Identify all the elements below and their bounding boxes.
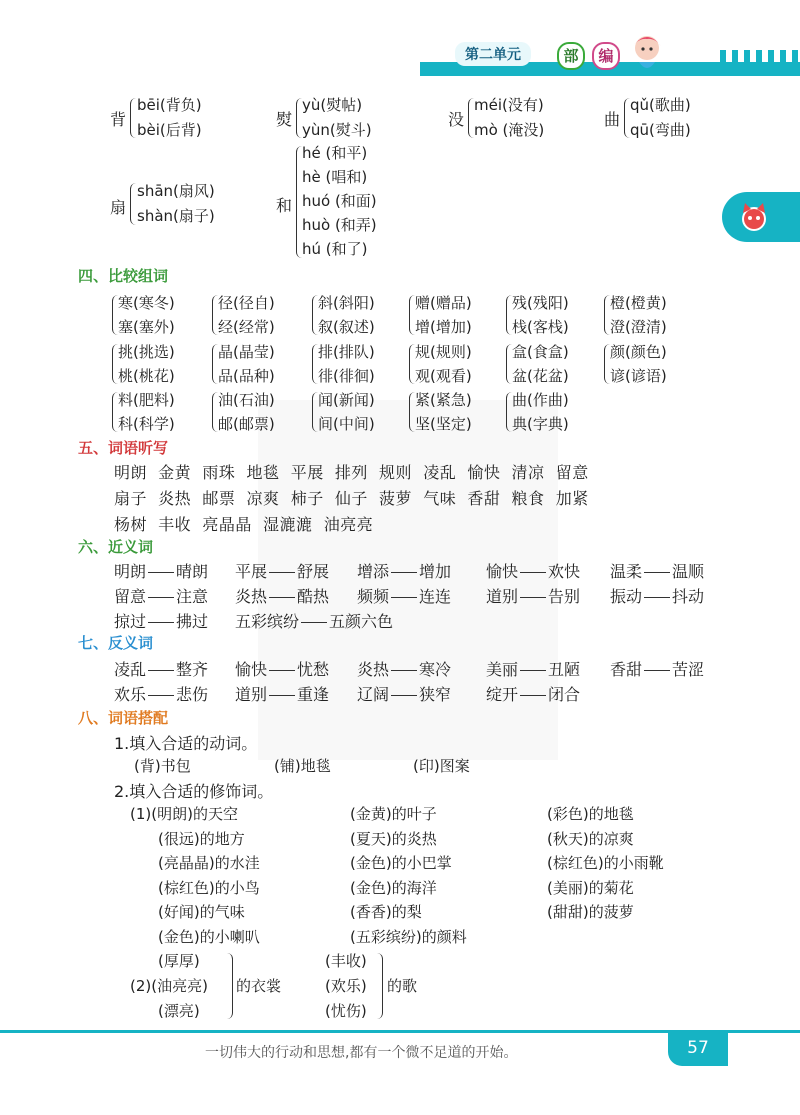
poly-char-bei: 背	[110, 110, 127, 129]
modifier-phrase: (香香)的梨	[350, 903, 422, 921]
dash-connector	[269, 572, 295, 573]
synonym-word: 平展	[235, 562, 268, 581]
section-title-compare: 四、比较组词	[78, 267, 169, 285]
synonym-word: 晴朗	[176, 562, 209, 581]
antonym-word: 丑陋	[548, 660, 581, 679]
unit-title: 第二单元	[455, 42, 531, 66]
antonym-pair	[610, 657, 704, 680]
brace	[130, 98, 137, 138]
synonym-word: 增添	[357, 562, 390, 581]
brace	[409, 392, 415, 432]
compare-word: 塞(塞外)	[118, 318, 175, 336]
brace	[112, 392, 118, 432]
modifier-phrase: (金黄)的叶子	[350, 805, 437, 823]
poly-reading: huò (和弄)	[302, 216, 377, 234]
compare-word: 邮(邮票)	[218, 415, 275, 433]
p2-right: (欢乐)	[325, 977, 367, 995]
synonym-pair	[486, 584, 580, 607]
antonym-word: 愉快	[235, 660, 268, 679]
modifier-phrase: (棕红色)的小雨靴	[547, 854, 664, 872]
modifier-phrase: (1)(明朗)的天空	[130, 805, 238, 823]
synonym-word: 抖动	[672, 587, 705, 606]
badge-bu: 部	[557, 42, 585, 70]
modifier-phrase: (很远)的地方	[158, 830, 245, 848]
brace	[506, 344, 512, 384]
poly-reading: shān(扇风)	[137, 182, 215, 200]
dash-connector	[269, 695, 295, 696]
antonym-pair	[486, 682, 580, 705]
compare-word: 径(径自)	[218, 294, 275, 312]
synonym-word: 愉快	[486, 562, 519, 581]
antonym-word: 苦涩	[672, 660, 705, 679]
p2-left: (漂亮)	[158, 1002, 200, 1020]
dash-connector	[391, 597, 417, 598]
synonym-pair	[357, 559, 451, 582]
brace	[226, 953, 233, 1019]
antonym-word: 美丽	[486, 660, 519, 679]
synonym-word: 五彩缤纷	[235, 612, 300, 631]
header-checker	[720, 50, 800, 62]
synonym-pair	[235, 584, 329, 607]
poly-reading: yùn(熨斗)	[302, 121, 372, 139]
poly-reading: méi(没有)	[474, 96, 544, 114]
dash-connector	[644, 572, 670, 573]
compare-word: 斜(斜阳)	[318, 294, 375, 312]
antonym-pair	[357, 682, 451, 705]
modifier-phrase: (金色)的小巴掌	[350, 854, 452, 872]
dash-connector	[148, 695, 174, 696]
synonym-pair	[610, 559, 704, 582]
poly-reading: hè (唱和)	[302, 168, 368, 186]
antonym-word: 辽阔	[357, 685, 390, 704]
antonym-word: 狭窄	[419, 685, 452, 704]
synonym-pair	[114, 584, 208, 607]
antonym-word: 悲伤	[176, 685, 209, 704]
compare-word: 晶(晶莹)	[218, 343, 275, 361]
synonym-word: 振动	[610, 587, 643, 606]
poly-char-qu: 曲	[604, 110, 621, 129]
compare-word: 颜(颜色)	[610, 343, 667, 361]
synonym-word: 增加	[419, 562, 452, 581]
synonym-pair	[235, 559, 329, 582]
compare-word: 橙(橙黄)	[610, 294, 667, 312]
dash-connector	[520, 572, 546, 573]
brace	[112, 344, 118, 384]
compare-word: 增(增加)	[415, 318, 472, 336]
antonym-word: 重逢	[297, 685, 330, 704]
cartoon-cat-icon	[736, 199, 772, 235]
synonym-word: 留意	[114, 587, 147, 606]
poly-reading: shàn(扇子)	[137, 207, 215, 225]
synonym-pair	[114, 609, 208, 632]
dictation-line: 扇子 炎热 邮票 凉爽 柿子 仙子 菠萝 气味 香甜 粮食 加紧	[114, 489, 589, 508]
side-tab	[722, 192, 800, 242]
modifier-phrase: (夏天)的炎热	[350, 830, 437, 848]
brace	[312, 392, 318, 432]
poly-reading: mò (淹没)	[474, 121, 545, 139]
p2-left: (2)(油亮亮)	[130, 977, 208, 995]
brace	[506, 295, 512, 335]
modifier-phrase: (五彩缤纷)的颜料	[350, 928, 467, 946]
antonym-word: 欢乐	[114, 685, 147, 704]
dash-connector	[301, 622, 327, 623]
cartoon-girl-icon	[625, 30, 669, 74]
question-1: 1.填入合适的动词。	[114, 734, 258, 753]
section-title-dictation: 五、词语听写	[78, 439, 169, 457]
synonym-pair	[357, 584, 451, 607]
synonym-word: 欢快	[548, 562, 581, 581]
compare-word: 叙(叙述)	[318, 318, 375, 336]
synonym-pair	[235, 609, 393, 632]
answer-1a: (背)书包	[134, 757, 191, 775]
synonym-pair	[486, 559, 580, 582]
compare-word: 曲(作曲)	[512, 391, 569, 409]
page-number: 57	[668, 1032, 728, 1066]
antonym-word: 凌乱	[114, 660, 147, 679]
compare-word: 经(经常)	[218, 318, 275, 336]
synonym-word: 频频	[357, 587, 390, 606]
antonym-pair	[114, 682, 208, 705]
modifier-phrase: (好闻)的气味	[158, 903, 245, 921]
compare-word: 闻(新闻)	[318, 391, 375, 409]
synonym-word: 明朗	[114, 562, 147, 581]
compare-word: 挑(挑选)	[118, 343, 175, 361]
brace	[409, 295, 415, 335]
synonym-word: 告别	[548, 587, 581, 606]
brace	[506, 392, 512, 432]
antonym-word: 寒冷	[419, 660, 452, 679]
section-title-collocation: 八、词语搭配	[78, 709, 169, 727]
antonym-word: 道别	[235, 685, 268, 704]
antonym-word: 绽开	[486, 685, 519, 704]
synonym-word: 道别	[486, 587, 519, 606]
compare-word: 盒(食盒)	[512, 343, 569, 361]
synonym-word: 五颜六色	[329, 612, 394, 631]
p2-right: (忧伤)	[325, 1002, 367, 1020]
compare-word: 典(字典)	[512, 415, 569, 433]
p2-end: 的歌	[387, 977, 418, 995]
synonym-word: 拂过	[176, 612, 209, 631]
brace	[312, 295, 318, 335]
dash-connector	[520, 670, 546, 671]
dash-connector	[148, 572, 174, 573]
compare-word: 间(中间)	[318, 415, 375, 433]
modifier-phrase: (金色)的小喇叭	[158, 928, 260, 946]
synonym-pair	[114, 559, 208, 582]
synonym-word: 温柔	[610, 562, 643, 581]
antonym-pair	[235, 682, 329, 705]
brace	[130, 183, 137, 225]
brace	[212, 392, 218, 432]
compare-word: 桃(桃花)	[118, 367, 175, 385]
antonym-word: 闭合	[548, 685, 581, 704]
poly-char-yun: 熨	[276, 110, 293, 129]
dash-connector	[391, 670, 417, 671]
antonym-word: 整齐	[176, 660, 209, 679]
answer-1b: (铺)地毯	[274, 757, 331, 775]
modifier-phrase: (彩色)的地毯	[547, 805, 634, 823]
dash-connector	[644, 670, 670, 671]
compare-word: 观(观看)	[415, 367, 472, 385]
compare-word: 坚(坚定)	[415, 415, 472, 433]
poly-reading: bēi(背负)	[137, 96, 202, 114]
brace	[604, 344, 610, 384]
dash-connector	[391, 695, 417, 696]
answer-1c: (印)图案	[413, 757, 470, 775]
compare-word: 规(规则)	[415, 343, 472, 361]
modifier-phrase: (美丽)的菊花	[547, 879, 634, 897]
poly-char-he: 和	[276, 196, 293, 215]
dictation-line: 杨树 丰收 亮晶晶 湿漉漉 油亮亮	[114, 515, 374, 534]
dash-connector	[520, 597, 546, 598]
dash-connector	[269, 670, 295, 671]
synonym-word: 掠过	[114, 612, 147, 631]
brace	[212, 295, 218, 335]
poly-reading: bèi(后背)	[137, 121, 202, 139]
p2-left: (厚厚)	[158, 952, 200, 970]
poly-char-mei: 没	[448, 110, 465, 129]
brace	[312, 344, 318, 384]
poly-reading: qū(弯曲)	[630, 121, 691, 139]
compare-word: 品(品种)	[218, 367, 275, 385]
compare-word: 油(石油)	[218, 391, 275, 409]
modifier-phrase: (甜甜)的菠萝	[547, 903, 634, 921]
brace	[409, 344, 415, 384]
question-2: 2.填入合适的修饰词。	[114, 782, 274, 801]
synonym-word: 温顺	[672, 562, 705, 581]
dictation-line: 明朗 金黄 雨珠 地毯 平展 排列 规则 凌乱 愉快 清凉 留意	[114, 463, 589, 482]
synonym-word: 炎热	[235, 587, 268, 606]
dash-connector	[391, 572, 417, 573]
compare-word: 盆(花盆)	[512, 367, 569, 385]
modifier-phrase: (秋天)的凉爽	[547, 830, 634, 848]
antonym-word: 炎热	[357, 660, 390, 679]
badge-bian: 编	[592, 42, 620, 70]
dash-connector	[269, 597, 295, 598]
antonym-pair	[486, 657, 580, 680]
antonym-word: 香甜	[610, 660, 643, 679]
poly-reading: huó (和面)	[302, 192, 377, 210]
synonym-word: 舒展	[297, 562, 330, 581]
modifier-phrase: (亮晶晶)的水洼	[158, 854, 260, 872]
compare-word: 排(排队)	[318, 343, 375, 361]
dash-connector	[644, 597, 670, 598]
synonym-word: 注意	[176, 587, 209, 606]
dash-connector	[148, 670, 174, 671]
compare-word: 澄(澄清)	[610, 318, 667, 336]
synonym-word: 连连	[419, 587, 452, 606]
antonym-word: 忧愁	[297, 660, 330, 679]
synonym-word: 酷热	[297, 587, 330, 606]
modifier-phrase: (棕红色)的小鸟	[158, 879, 260, 897]
dash-connector	[148, 622, 174, 623]
brace	[604, 295, 610, 335]
brace	[212, 344, 218, 384]
compare-word: 栈(客栈)	[512, 318, 569, 336]
compare-word: 料(肥料)	[118, 391, 175, 409]
section-title-synonyms: 六、近义词	[78, 538, 154, 556]
compare-word: 谚(谚语)	[610, 367, 667, 385]
dash-connector	[520, 695, 546, 696]
compare-word: 赠(赠品)	[415, 294, 472, 312]
modifier-phrase: (金色)的海洋	[350, 879, 437, 897]
compare-word: 寒(寒冬)	[118, 294, 175, 312]
poly-reading: hú (和了)	[302, 240, 368, 258]
section-title-antonyms: 七、反义词	[78, 634, 154, 652]
p2-mid: 的衣裳	[236, 977, 282, 995]
poly-reading: qǔ(歌曲)	[630, 96, 691, 114]
synonym-pair	[610, 584, 704, 607]
antonym-pair	[357, 657, 451, 680]
antonym-pair	[114, 657, 208, 680]
poly-reading: yù(熨帖)	[302, 96, 363, 114]
compare-word: 紧(紧急)	[415, 391, 472, 409]
dash-connector	[148, 597, 174, 598]
compare-word: 科(科学)	[118, 415, 175, 433]
antonym-pair	[235, 657, 329, 680]
footer-motto: 一切伟大的行动和思想,都有一个微不足道的开始。	[205, 1045, 518, 1061]
compare-word: 徘(徘徊)	[318, 367, 375, 385]
brace	[112, 295, 118, 335]
poly-char-shan: 扇	[110, 198, 127, 217]
compare-word: 残(残阳)	[512, 294, 569, 312]
poly-reading: hé (和平)	[302, 144, 368, 162]
p2-right: (丰收)	[325, 952, 367, 970]
brace	[376, 953, 383, 1019]
